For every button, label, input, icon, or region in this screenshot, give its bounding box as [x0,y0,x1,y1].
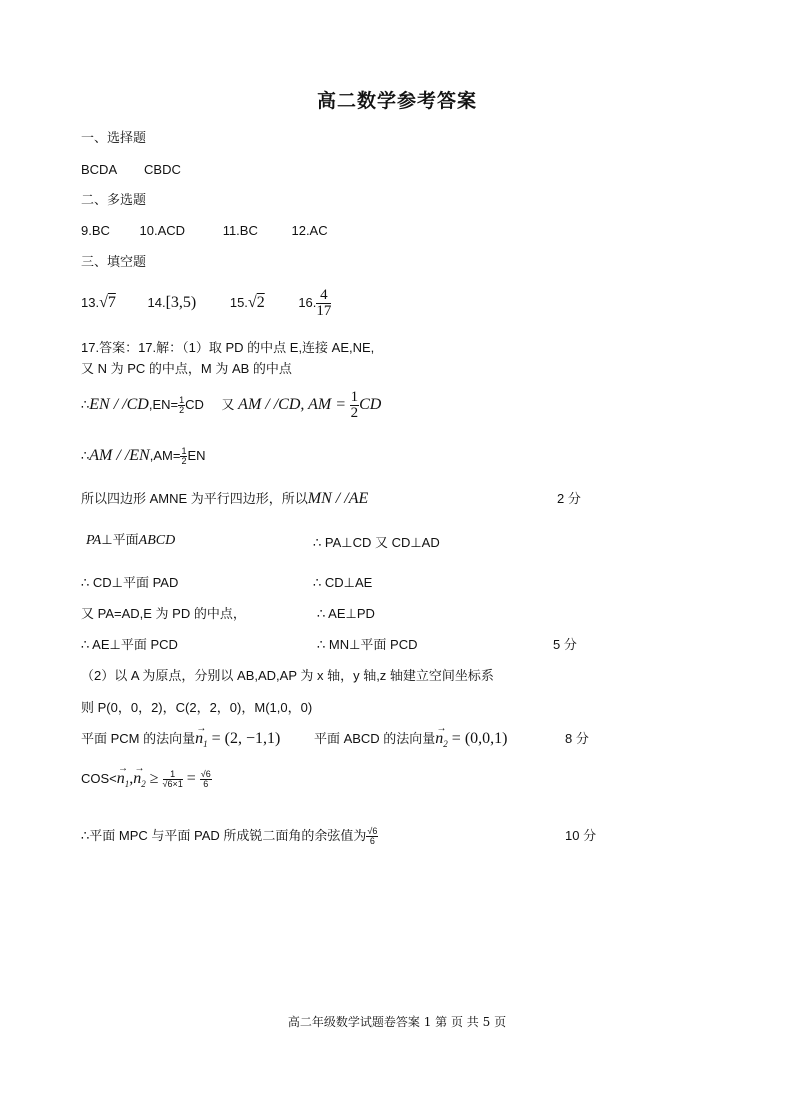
solution-line-1: 17.答案：17.解：（1）取 PD 的中点 E,连接 AE,NE, [81,340,375,355]
page-footer: 高二年级数学试题卷答案 1 第 页 共 5 页 [287,1015,507,1029]
solution-line-3: ∴EN / /CD,EN= $\frac{1}{2}$ CD 又 AM / /CD, AM = $\frac{1}{2}$ CD [81,389,382,421]
multi-answer-12: 12.AC [291,223,328,238]
choice-answers-b: CBDC [144,162,181,177]
solution-line-11: 则 P(0，0，2)，C(2，2，0)，M(1,0，0) [81,700,313,715]
solution-line-9-right: ∴ MN⊥平面 PCD [317,637,418,652]
section-heading-choice: 一、选择题 [81,130,147,145]
solution-line-9-left: ∴ AE⊥平面 PCD [81,637,178,652]
score-8: 8 分 [565,731,589,746]
multi-answer-9: 9.BC [81,223,110,238]
score-10: 10 分 [565,828,597,843]
solution-line-8-left: 又 PA=AD,E 为 PD 的中点， [81,606,246,621]
solution-line-2: 又 N 为 PC 的中点，M 为 AB 的中点 [81,361,292,376]
fill-16: 16. $\frac{4}{17}$ [298,287,332,319]
choice-answers [81,161,181,179]
page-title: 高二数学参考答案 [316,90,477,112]
fill-answers [81,288,331,319]
multi-answers [81,222,328,240]
solution-line-5: 所以四边形 AMNE 为平行四边形，所以MN / /AE [81,490,369,507]
fill-13: 13.√7 [81,293,116,311]
solution-line-12: 平面 PCM 的法向量→ $n_1 = (2$, −1,1) 平面 ABCD 的法向量→ $n_2 = (0,0,1)$ [81,729,507,754]
solution-line-8-right: ∴ AE⊥PD [317,606,375,621]
choice-answers-a: BCDA [81,162,117,177]
fill-14: 14.[3,5) [147,293,197,311]
solution-line-6-right: ∴ PA⊥CD 又 CD⊥AD [313,535,440,550]
section-heading-fill: 三、填空题 [81,254,147,269]
solution-line-13: $COS<\to n_1,\to n_2$ ≥ $\frac{1}{√6\times 1}$ = $\frac{√6}{6}$ [81,766,212,797]
multi-answer-11: 11.BC [222,223,258,238]
solution-line-4: ∴AM / /EN,AM= $\frac{1}{2}$ EN [81,446,206,467]
section-heading-multi: 二、多选题 [81,192,147,207]
solution-line-7-right: ∴ CD⊥AE [313,575,373,590]
solution-line-6-left: PA⊥平面ABCD [86,532,176,548]
score-2: 2 分 [557,491,581,506]
fill-15: 15.√2 [229,293,265,311]
score-5: 5 分 [553,637,577,652]
solution-line-7-left: ∴ CD⊥平面 PAD [81,575,179,590]
multi-answer-10: 10.ACD [139,223,186,238]
solution-line-10: （2）以 A 为原点，分别以 AB,AD,AP 为 x 轴，y 轴,z 轴建立空间坐标系 [81,668,494,683]
solution-line-14: ∴平面 MPC 与平面 PAD 所成锐二面角的余弦值为 $\frac{√6}{6}$ [81,826,378,847]
